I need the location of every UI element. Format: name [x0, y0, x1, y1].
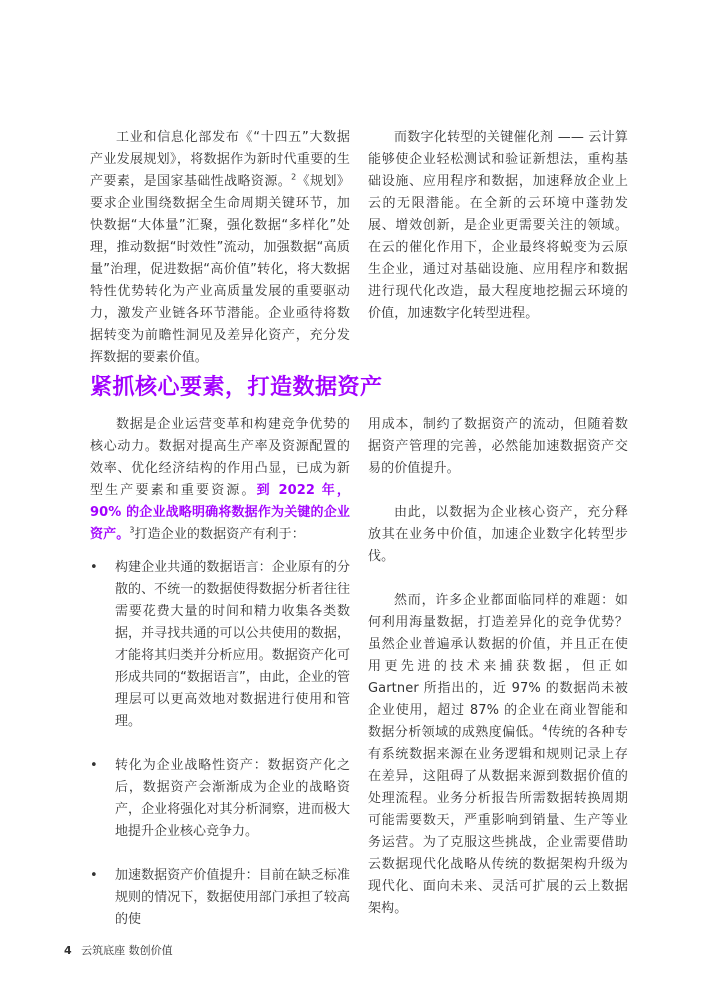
page-footer [64, 944, 173, 958]
footnote-ref[interactable]: 3 [129, 525, 135, 535]
intro-paragraph: 数据是企业运营变革和构建竞争优势的核心动力。数据对提高生产率及资源配置的效率、优化经济结构的作用凸显，已成为新型生产要素和重要资源。到 2022 年，90% 的企业战略明确将数据作为关键的企业资产。$^3$打造企业的数据资产有利于： [90, 417, 350, 542]
footnote-ref[interactable]: 2 [291, 172, 297, 182]
bullet-icon: • [90, 868, 98, 883]
section2-right-column [368, 414, 628, 920]
page-number: 4 [64, 944, 72, 957]
paragraph: 用成本，制约了数据资产的流动，但随着数据资产管理的完善，必然能加速数据资产交易的价值提升。 [368, 417, 628, 476]
bullet-list [90, 557, 350, 931]
paragraph: 由此，以数据为企业核心资产，充分释放其在业务中价值，加速企业数字化转型步伐。 [368, 505, 628, 564]
list-item: • 加速数据资产价值提升：目前在缺乏标准规则的情况下，数据使用部门承担了较高的使 [90, 865, 350, 931]
paragraph: 而数字化转型的关键催化剂 —— 云计算能够使企业轻松测试和验证新想法，重构基础设施、应用程序和数据，加速释放企业上云的无限潜能。在全新的云环境中蓬勃发展、增效创新，是企业更需要关注的领域。在云的催化作用下，企业最终将蜕变为云原生企业，通过对基础设施、应用程序和数据进行现代化改造，最大程度地挖掘云环境的价值，加速数字化转型进程。 [368, 130, 628, 321]
footer-title: 云筑底座 数创价值 [81, 944, 173, 957]
bullet-icon: • [90, 560, 98, 575]
list-item: • 转化为企业战略性资产：数据资产化之后，数据资产会渐渐成为企业的战略资产，企业将强化对其分析洞察，进而极大地提升企业核心竞争力。 [90, 755, 350, 843]
section-heading: 紧抓核心要素，打造数据资产 [90, 375, 383, 400]
section2-left-column [90, 414, 350, 931]
bullet-icon: • [90, 758, 98, 773]
paragraph: 工业和信息化部发布《“十四五”大数据产业发展规划》，将数据作为新时代重要的生产要素，是国家基础性战略资源。$^2$《规划》要求企业围绕数据全生命周期关键环节，加快数据“大体量”汇聚，强化数据“多样化”处理，推动数据“时效性”流动，加强数据“高质量”治理，促进数据“高价值”转化，将大数据特性优势转化为产业高质量发展的重要驱动力，激发产业链各环节潜能。企业亟待将数据转变为前瞻性洞见及差异化资产，充分发挥数据的要素价值。 [90, 130, 350, 365]
section1-right-column [368, 127, 628, 325]
footnote-ref[interactable]: 4 [542, 723, 548, 733]
highlight-text: 到 2022 年，90% 的企业战略明确将数据作为关键的企业资产。 [90, 483, 350, 542]
section1-left-column [90, 127, 350, 369]
list-item: • 构建企业共通的数据语言：企业原有的分散的、不统一的数据使得数据分析者往往需要花费大量的时间和精力收集各类数据，并寻找共通的可以公共使用的数据，才能将其归类并分析应用。数据资产化可形成共同的“数据语言”，由此，企业的管理层可以更高效地对数据进行使用和管理。 [90, 557, 350, 733]
paragraph: 然而，许多企业都面临同样的难题：如何利用海量数据，打造差异化的竞争优势？虽然企业普遍承认数据的价值，并且正在使用更先进的技术来捕获数据，但正如 Gartner 所指出的，近 97% 的数据尚未被企业使用，超过 87% 的企业在商业智能和数据分析领域的成熟度偏低。$^4$传统的各种专有系统数据来源在业务逻辑和规则记录上存在差异，这阻碍了从数据来源到数据价值的处理流程。业务分析报告所需数据转换周期可能需要数天，严重影响到销量、生产等业务运营。为了克服这些挑战，企业需要借助云数据现代化战略从传统的数据架构升级为现代化、面向未来、灵活可扩展的云上数据架构。 [368, 593, 628, 916]
